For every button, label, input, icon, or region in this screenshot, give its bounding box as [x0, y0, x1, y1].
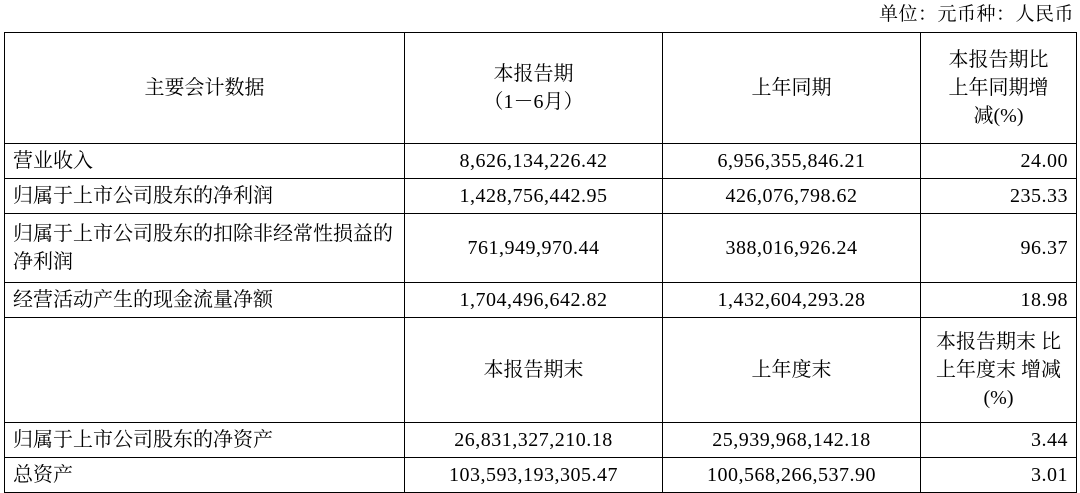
row-current-value: 8,626,134,226.42: [405, 144, 663, 179]
header-change-percent: [921, 33, 1077, 144]
row-label: 归属于上市公司股东的净资产: [5, 423, 405, 458]
row-change-value: 18.98: [921, 283, 1077, 318]
header-change-percent-line2: 上年同期增: [948, 77, 1049, 99]
row-previous-value: 426,076,798.62: [663, 179, 921, 214]
row-change-value: 3.01: [921, 458, 1077, 493]
row-previous-value: 6,956,355,846.21: [663, 144, 921, 179]
header-change-percent-balance: [921, 318, 1077, 423]
row-label: 总资产: [5, 458, 405, 493]
row-change-value: 235.33: [921, 179, 1077, 214]
table-row: [5, 283, 1077, 318]
row-current-value: 26,831,327,210.18: [405, 423, 663, 458]
table-row: [5, 179, 1077, 214]
header-current-period: [405, 33, 663, 144]
table-row: [5, 458, 1077, 493]
header-change-percent-line1: 本报告期比: [948, 49, 1049, 71]
row-change-value: 24.00: [921, 144, 1077, 179]
table-header-row-period: [5, 33, 1077, 144]
header-last-year-end: 上年度末: [663, 318, 921, 423]
row-current-value: 1,428,756,442.95: [405, 179, 663, 214]
row-label: 归属于上市公司股东的净利润: [5, 179, 405, 214]
row-previous-value: 25,939,968,142.18: [663, 423, 921, 458]
table-row: [5, 423, 1077, 458]
header-change-percent-line3: 减(%): [973, 105, 1024, 127]
row-label: 营业收入: [5, 144, 405, 179]
header-period-end: 本报告期末: [405, 318, 663, 423]
header-change-percent-balance-line3: 增减(%): [983, 359, 1061, 409]
row-current-value: 103,593,193,305.47: [405, 458, 663, 493]
header-main-accounting-data: 主要会计数据: [5, 33, 405, 144]
table-row: [5, 214, 1077, 283]
row-change-value: 96.37: [921, 214, 1077, 283]
header-change-percent-balance-line2: 比上年度末: [936, 331, 1061, 381]
header-current-period-line2: （1－6月）: [483, 91, 584, 113]
row-label: 经营活动产生的现金流量净额: [5, 283, 405, 318]
row-change-value: 3.44: [921, 423, 1077, 458]
row-previous-value: 100,568,266,537.90: [663, 458, 921, 493]
table-row: [5, 144, 1077, 179]
header-blank-cell: [5, 318, 405, 423]
header-current-period-line1: 本报告期: [493, 63, 574, 85]
unit-note: 单位：元币种：人民币: [878, 4, 1074, 25]
row-current-value: 1,704,496,642.82: [405, 283, 663, 318]
header-change-percent-balance-line1: 本报告期末: [936, 331, 1036, 353]
row-current-value: 761,949,970.44: [405, 214, 663, 283]
row-previous-value: 388,016,926.24: [663, 214, 921, 283]
row-previous-value: 1,432,604,293.28: [663, 283, 921, 318]
financial-summary-table: [4, 32, 1077, 493]
header-previous-period: 上年同期: [663, 33, 921, 144]
table-header-row-balance: [5, 318, 1077, 423]
row-label: 归属于上市公司股东的扣除非经常性损益的净利润: [5, 214, 405, 283]
